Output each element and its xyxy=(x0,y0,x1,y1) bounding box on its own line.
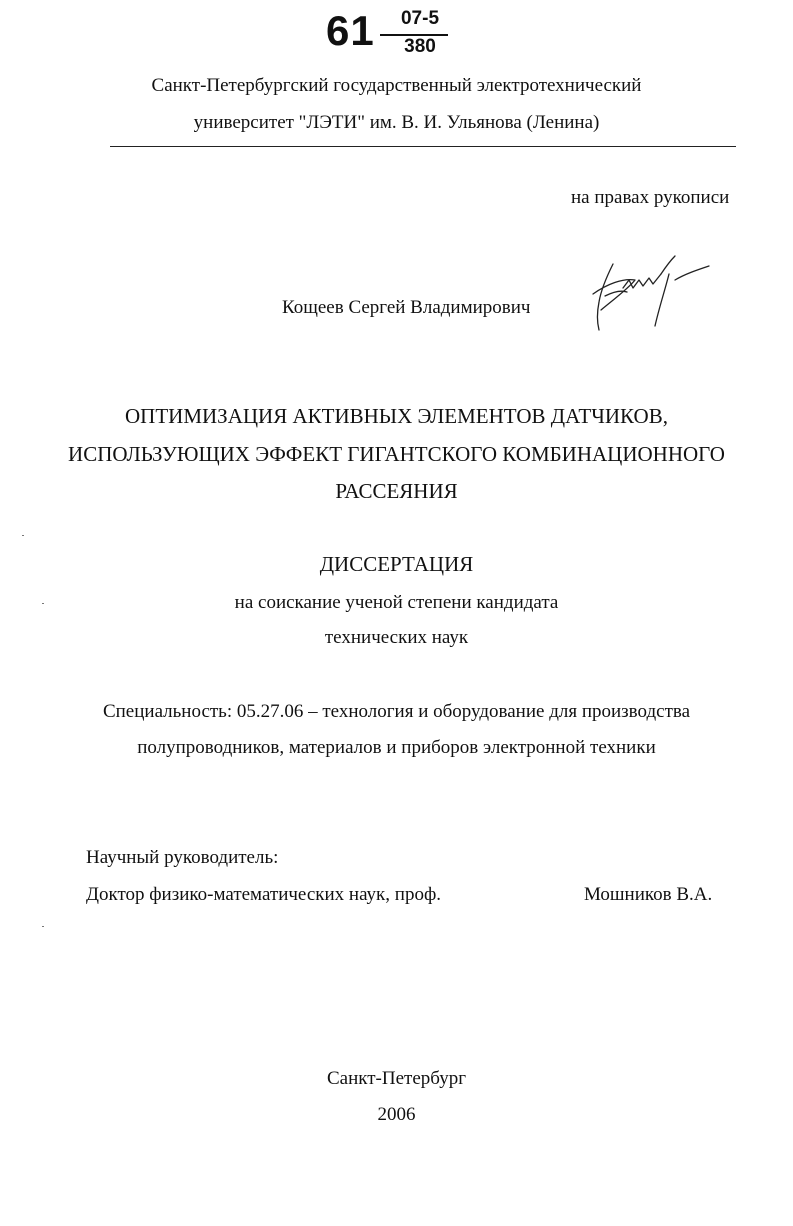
city: Санкт-Петербург xyxy=(326,1068,466,1089)
specialty-line-1: Специальность: 05.27.06 – технология и оборудование для производства xyxy=(102,701,691,722)
title-line-3: РАССЕЯНИЯ xyxy=(335,479,458,503)
scan-speck xyxy=(42,603,44,604)
author-name: Кощеев Сергей Владимирович xyxy=(282,297,531,318)
title-line-1: ОПТИМИЗАЦИЯ АКТИВНЫХ ЭЛЕМЕНТОВ ДАТЧИКОВ, xyxy=(125,404,668,428)
library-stamp xyxy=(322,6,452,62)
university-line-2: университет "ЛЭТИ" им. В. И. Ульянова (Ленина) xyxy=(193,112,600,133)
stamp-denominator: 380 xyxy=(404,36,436,57)
specialty-line-2: полупроводников, материалов и приборов электронной техники xyxy=(137,737,656,758)
supervisor-heading: Научный руководитель: xyxy=(86,847,279,868)
signature xyxy=(583,250,718,340)
stamp-numerator: 07-5 xyxy=(400,8,440,29)
work-type: ДИССЕРТАЦИЯ xyxy=(319,552,474,576)
header-divider xyxy=(110,146,736,147)
stamp-main-number: 61 xyxy=(326,7,375,54)
degree-line-1: на соискание ученой степени кандидата xyxy=(234,592,559,613)
supervisor-name: Мошников В.А. xyxy=(584,884,713,905)
title-line-2: ИСПОЛЬЗУЮЩИХ ЭФФЕКТ ГИГАНТСКОГО КОМБИНАЦИОННОГО xyxy=(68,442,725,466)
manuscript-note: на правах рукописи xyxy=(571,187,730,208)
degree-line-2: технических наук xyxy=(324,627,469,648)
year: 2006 xyxy=(377,1104,416,1125)
scan-speck xyxy=(22,535,24,536)
scan-speck xyxy=(42,926,44,927)
supervisor-credentials: Доктор физико-математических наук, проф. xyxy=(86,884,442,905)
university-line-1: Санкт-Петербургский государственный электротехнический xyxy=(151,75,642,96)
